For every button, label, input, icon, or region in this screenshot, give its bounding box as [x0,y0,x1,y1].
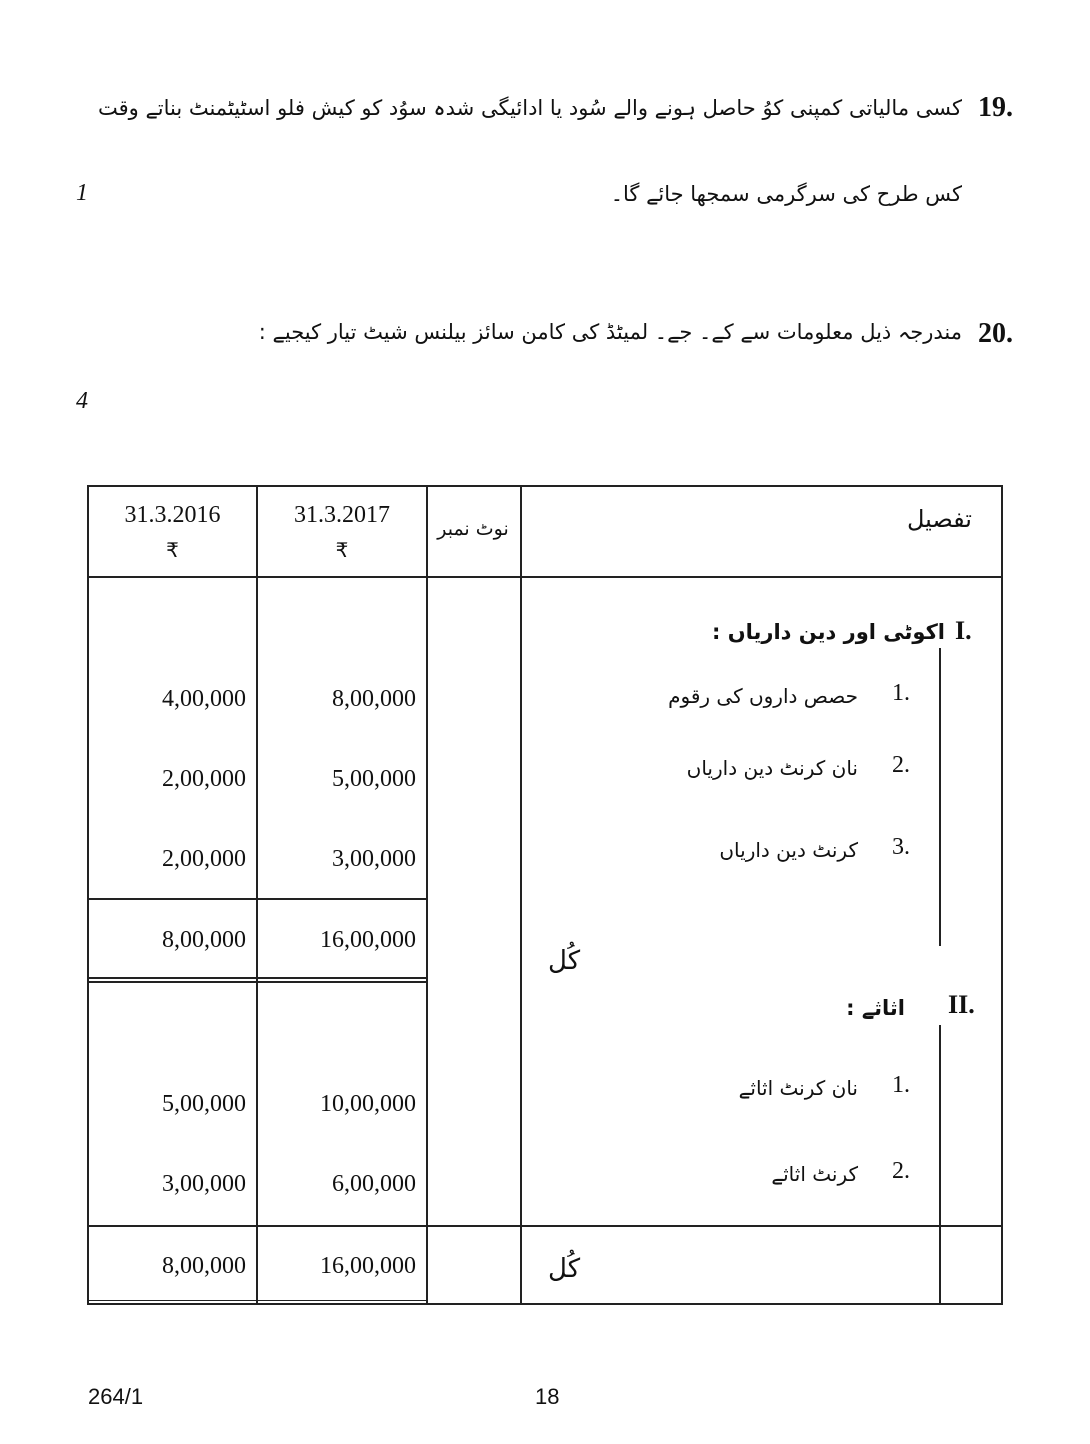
paper-code: 264/1 [88,1384,144,1409]
s1-total-label: کُل [548,946,581,976]
header-2017-currency: ₹ [335,540,349,562]
s2-item2-v2016: 3,00,000 [162,1171,246,1197]
section2-roman: II. [948,990,975,1019]
s1-item2-num: 2. [892,752,910,778]
s1-item3-label: کرنٹ دین داریاں [719,838,858,862]
s1-item1-v2016: 4,00,000 [162,686,246,712]
section2-title: اثاثے : [846,996,905,1020]
section1-title: اکوٹی اور دین داریاں : [711,620,945,644]
q19-marks: 1 [76,180,88,206]
s1-item2-v2016: 2,00,000 [162,766,246,792]
q20-marks: 4 [76,388,88,414]
s1-item2-label: نان کرنٹ دین داریاں [686,756,858,780]
s2-total-v2016: 8,00,000 [162,1253,246,1279]
s2-item1-v2016: 5,00,000 [162,1091,246,1117]
s1-item1-num: 1. [892,680,910,706]
s2-item1-label: نان کرنٹ اثاثے [738,1076,858,1100]
s1-item3-v2016: 2,00,000 [162,846,246,872]
q20-number: 20. [978,318,1013,349]
s2-item2-num: 2. [892,1158,910,1184]
q19-number: 19. [978,92,1013,123]
header-2016-currency: ₹ [166,540,179,562]
section1-roman: I. [955,616,972,645]
s2-item1-num: 1. [892,1072,910,1098]
header-2016: 31.3.2016 [124,502,221,528]
q20-text: مندرجہ ذیل معلومات سے کے۔ جے۔ لمیٹڈ کی کامن سائز بیلنس شیٹ تیار کیجیے : [258,320,962,344]
page-number: 18 [535,1384,560,1409]
s1-total-v2016: 8,00,000 [162,927,246,953]
s2-total-label: کُل [548,1254,581,1284]
s2-item1-v2017: 10,00,000 [320,1091,416,1117]
q19-text-line2: کس طرح کی سرگرمی سمجھا جائے گا۔ [610,182,962,206]
s1-item1-label: حصص داروں کی رقوم [668,684,858,708]
s2-total-v2017: 16,00,000 [320,1253,416,1279]
header-2017: 31.3.2017 [294,502,390,528]
q19-text-line1: کسی مالیاتی کمپنی کوُ حاصل ہونے والے سُود یا ادائیگی شدہ سوُد کو کیش فلو اسٹیٹمنٹ بناتے وقت [97,96,962,120]
s1-item2-v2017: 5,00,000 [332,766,416,792]
s1-item3-v2017: 3,00,000 [332,846,416,872]
header-particulars: تفصیل [906,505,972,533]
s2-item2-v2017: 6,00,000 [332,1171,416,1197]
s1-item1-v2017: 8,00,000 [332,686,416,712]
s1-total-v2017: 16,00,000 [320,927,416,953]
s1-item3-num: 3. [892,834,910,860]
header-note-no: نوٹ نمبر [437,518,509,540]
s2-item2-label: کرنٹ اثاثے [771,1162,858,1186]
